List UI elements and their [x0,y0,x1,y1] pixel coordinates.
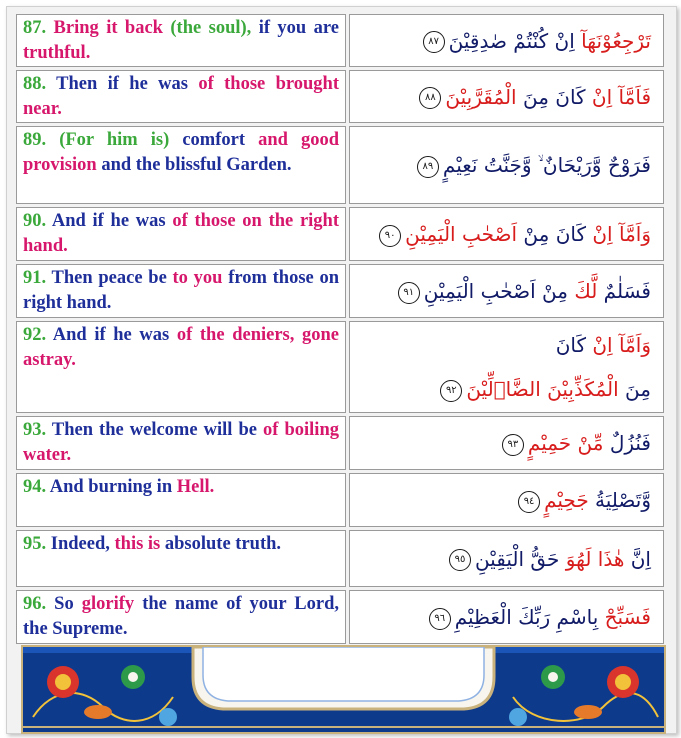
translation-segment: truthful. [23,43,91,63]
translation-segment: was [158,74,199,94]
verse-number: 92. [23,325,47,345]
arabic-line [356,595,651,639]
verse-number: 90. [23,211,47,231]
english-translation [16,590,346,644]
arabic-segment: مِنْ اَصْحٰبِ الْيَمِيْنِ [423,279,568,303]
verse-end-marker-icon: ٩٤ [518,491,540,513]
translation-segment: And burning in [46,477,177,497]
arabic-segment: فَرَوْحٌ وَّرَيْحَانٌ [537,153,651,177]
verse-row [16,126,664,204]
arabic-line [356,323,651,367]
english-translation [16,321,346,413]
arabic-line [356,537,651,581]
arabic-segment: الْمُكَذِّبِيْنَ الضَّاۤلِّيْنَ [466,377,619,401]
arabic-segment: فَنُزُلٌ [603,431,651,455]
verse-row [16,590,664,644]
arabic-segment: حَقُّ الْيَقِيْنِ [474,546,560,571]
arabic-segment: بِاسْمِ رَبِّكَ الْعَظِيْمِ [454,605,599,629]
arabic-segment: تَرْجِعُوْنَهَآ [574,28,651,53]
translation-segment: the name of your Lord, the Supreme. [23,594,339,639]
arabic-verse [349,416,664,470]
arabic-line [356,421,651,465]
arabic-line [356,19,651,63]
english-translation [16,264,346,318]
translation-segment: Bring it back [46,18,171,38]
verse-end-marker-icon: ٩٥ [449,549,471,571]
verse-row [16,264,664,318]
translation-segment: glorify [81,594,143,614]
arabic-segment: كَانَ [555,333,587,357]
verse-end-marker-icon: ٨٨ [419,87,441,109]
verse-number: 93. [23,420,47,440]
verse-row [16,416,664,470]
translation-segment: brought near. [23,74,339,119]
arabic-segment: فَاَمَّآ اِنْ [585,84,651,109]
verse-number: 94. [23,477,47,497]
arabic-verse [349,473,664,527]
translation-segment: of boiling water. [23,420,339,465]
arabic-segment: مِنَ [618,377,651,401]
arabic-verse [349,264,664,318]
verse-end-marker-icon: ٨٧ [423,31,445,53]
arabic-segment: ۙ وَّجَنَّتُ نَعِيْمٍ [442,153,538,177]
verse-row [16,473,664,527]
translation-segment: (For him is) [46,130,183,150]
translation-segment: and [258,130,301,150]
translation-segment: Then the welcome will be [46,420,264,440]
verse-number: 88. [23,74,47,94]
arabic-verse [349,321,664,413]
arabic-segment: مِّنْ حَمِيْمٍ [527,431,604,455]
translation-segment: of the deniers, [176,325,303,345]
english-translation [16,416,346,470]
english-translation [16,473,346,527]
translation-segment: Then if he [46,74,159,94]
translation-segment: Indeed, [46,534,115,554]
arabic-segment: الْمُقَرَّبِيْنَ [445,84,517,109]
arabic-segment: فَسَبِّحْ [598,605,651,629]
translation-segment: of those [198,74,276,94]
arabic-segment: وَّتَصْلِيَةُ [588,488,651,512]
arabic-line [356,269,651,313]
verse-row [16,321,664,413]
arabic-segment: وَاَمَّآ اِنْ [586,222,651,246]
english-translation [16,126,346,204]
translation-segment: And if he was [46,325,177,345]
arabic-segment: جَحِيْمٍ [544,488,589,512]
arabic-segment: فَسَلٰمٌ [597,279,651,303]
arabic-segment: كَانَ مِنْ [517,222,587,246]
english-translation [16,207,346,261]
translation-segment: this [114,534,148,554]
translation-segment: Hell. [176,477,215,497]
verse-end-marker-icon: ٩٢ [440,380,462,402]
translation-segment: comfort [182,130,259,150]
translation-segment: the right hand. [23,211,340,256]
verse-number: 96. [23,594,47,614]
ornament-pattern [23,647,664,732]
verse-row [16,70,664,123]
translation-segment: is [147,534,165,554]
arabic-line [356,212,651,256]
arabic-line [356,143,651,187]
translation-segment: Then peace be [46,268,173,288]
english-translation [16,70,346,123]
decorative-border [21,645,666,734]
arabic-line [356,367,651,411]
verse-number: 95. [23,534,47,554]
arabic-segment: كَانَ مِنَ [516,84,586,109]
translation-segment: gone astray. [23,325,340,370]
page-frame [6,6,677,734]
translation-segment: to you [172,268,229,288]
translation-segment: good provision [23,130,340,175]
translation-segment: and the blissful Garden. [101,155,292,175]
arabic-segment: اِنْ كُنْتُمْ صٰدِقِيْنَ [448,28,575,53]
verse-row [16,14,664,67]
english-translation [16,530,346,587]
verse-end-marker-icon: ٨٩ [417,156,439,178]
verse-number: 89. [23,130,47,150]
verse-number: 87. [23,18,47,38]
arabic-verse [349,70,664,123]
verse-number: 91. [23,268,47,288]
translation-segment: So [46,594,82,614]
arabic-segment: اَصْحٰبِ الْيَمِيْنِ [405,222,518,246]
verse-row [16,530,664,587]
arabic-segment: وَاَمَّآ اِنْ [586,333,651,357]
arabic-line [356,478,651,522]
arabic-segment: لَّكَ [567,279,598,303]
arabic-verse [349,530,664,587]
arabic-line [356,75,651,119]
verse-end-marker-icon: ٩٠ [379,225,401,247]
arabic-verse [349,590,664,644]
translation-segment: (the soul), [170,18,259,38]
verse-row [16,207,664,261]
translation-segment: of those on [172,211,269,231]
verse-end-marker-icon: ٩٦ [429,608,451,630]
translation-segment: from those on right hand. [23,268,339,313]
arabic-verse [349,207,664,261]
translation-segment: absolute truth. [164,534,282,554]
arabic-segment: هٰذَا لَهُوَ [559,546,625,571]
verse-end-marker-icon: ٩١ [398,282,420,304]
verse-table [13,11,667,647]
arabic-segment: اِنَّ [624,546,651,571]
english-translation [16,14,346,67]
translation-segment: if you are [258,18,339,38]
translation-segment: And if he was [46,211,173,231]
arabic-verse [349,14,664,67]
verse-end-marker-icon: ٩٣ [502,434,524,456]
arabic-verse [349,126,664,204]
